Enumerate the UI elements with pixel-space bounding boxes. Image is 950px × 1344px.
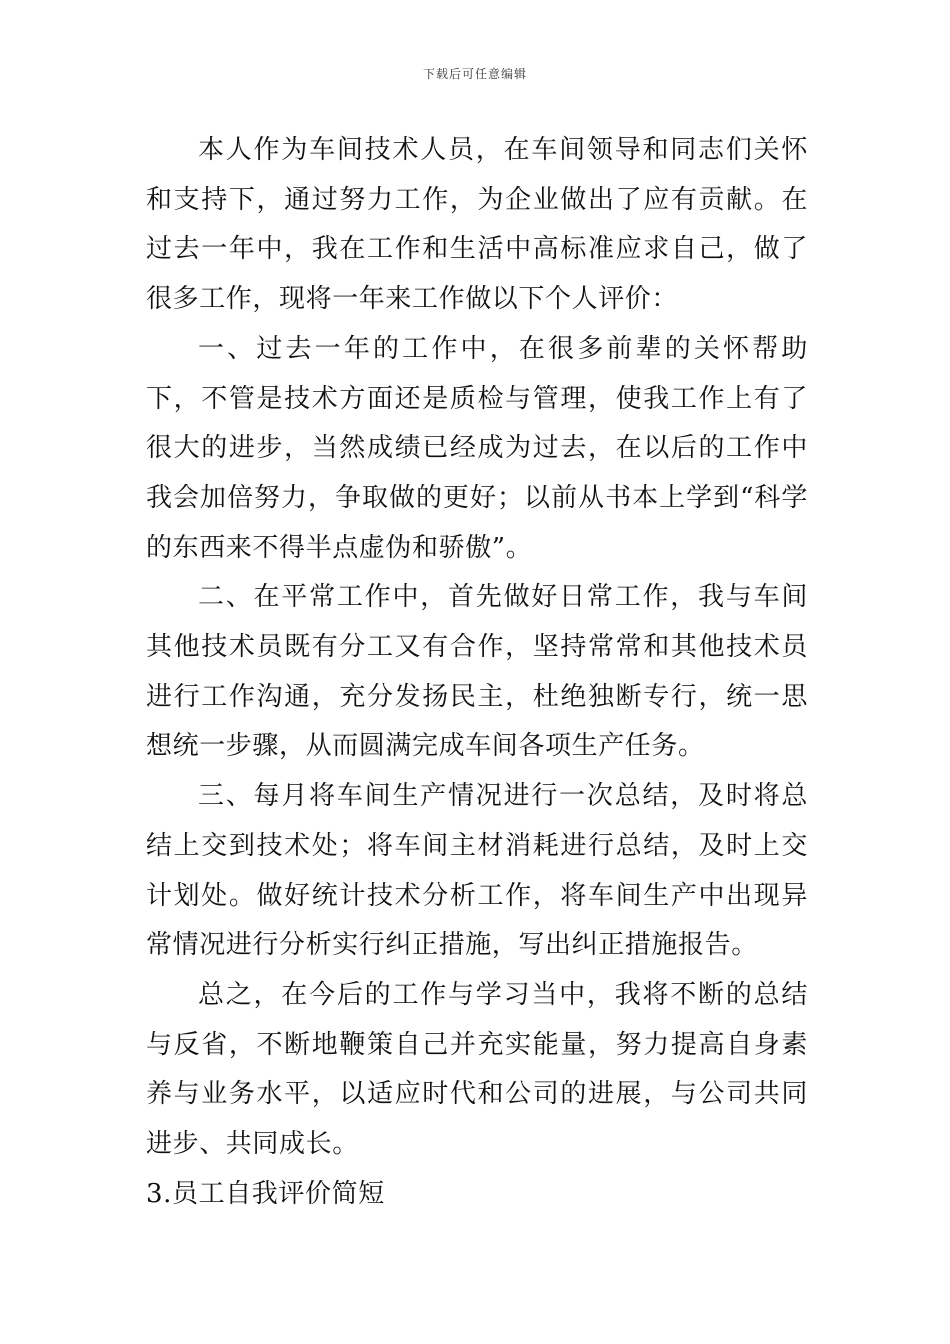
section-heading: 3.员工自我评价简短 <box>146 1178 385 1209</box>
paragraph-point-three: 三、每月将车间生产情况进行一次总结，及时将总结上交到技术处；将车间主材消耗进行总结，及时上交计划处。做好统计技术分析工作，将车间生产中出现异常情况进行分析实行纠正措施，写出纠正措施报告。 <box>146 781 808 961</box>
paragraph-point-two: 二、在平常工作中，首先做好日常工作，我与车间其他技术员既有分工又有合作，坚持常常和其他技术员进行工作沟通，充分发扬民主，杜绝独断专行，统一思想统一步骤，从而圆满完成车间各项生产任务。 <box>146 582 808 762</box>
paragraph-conclusion: 总之，在今后的工作与学习当中，我将不断的总结与反省，不断地鞭策自己并充实能量，努力提高自身素养与业务水平，以适应时代和公司的进展，与公司共同进步、共同成长。 <box>146 979 808 1160</box>
page-header: 下载后可任意编辑 <box>422 67 527 81</box>
paragraph-point-one: 一、过去一年的工作中，在很多前辈的关怀帮助下，不管是技术方面还是质检与管理，使我工作上有了很大的进步，当然成绩已经成为过去，在以后的工作中我会加倍努力，争取做的更好；以前从书本上学到“科学的东西来不得半点虚伪和骄傲”。 <box>146 333 808 563</box>
document-body <box>146 126 808 1219</box>
paragraph-intro: 本人作为车间技术人员，在车间领导和同志们关怀和支持下，通过努力工作，为企业做出了应有贡献。在过去一年中，我在工作和生活中高标准应求自己，做了很多工作，现将一年来工作做以下个人评价： <box>146 135 808 315</box>
